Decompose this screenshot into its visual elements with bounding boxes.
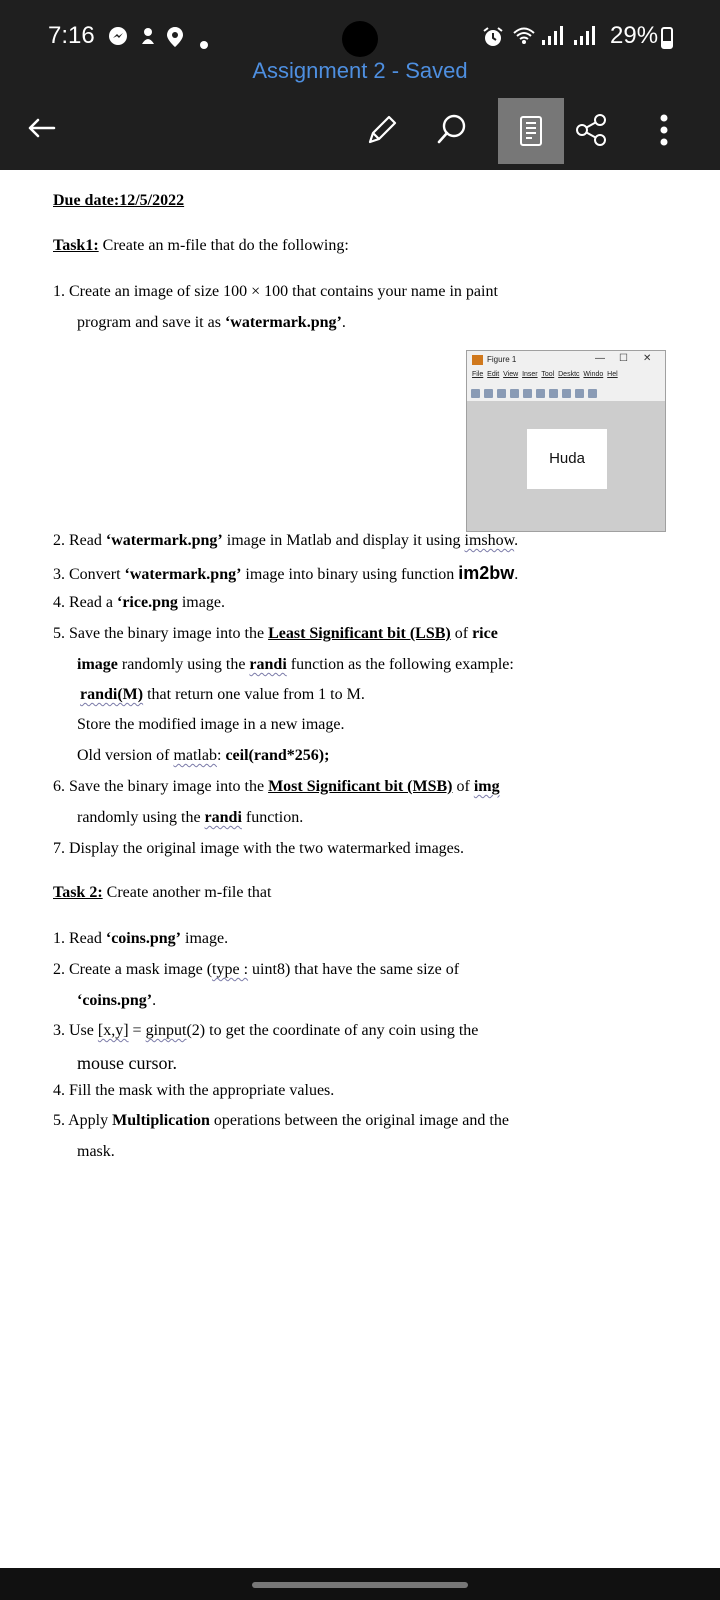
task1-item5-line2: [77, 656, 514, 674]
task2-item5-line1: [53, 1112, 509, 1130]
document-title: [0, 58, 720, 84]
text-run: that return one value from 1 to M.: [143, 686, 365, 703]
text-run: .: [514, 532, 519, 549]
text-run: uint8) that have the same size of: [248, 961, 460, 978]
menu-tools: Tool: [541, 371, 555, 378]
task1-header: [53, 237, 349, 255]
filename-rice: ‘rice.png: [116, 594, 178, 611]
text-run: randomly using the: [117, 656, 250, 673]
home-gesture-handle[interactable]: [252, 1582, 468, 1588]
filename-watermark: ‘watermark.png’: [124, 566, 242, 583]
front-camera: [342, 21, 378, 57]
text-run: 5. Apply: [53, 1112, 113, 1129]
matlab-term: matlab: [173, 747, 217, 764]
minimize-icon: —: [595, 353, 605, 364]
location-icon: [166, 26, 184, 51]
text-run: .: [514, 566, 519, 583]
more-vertical-icon[interactable]: [656, 112, 692, 148]
function-im2bw: im2bw: [458, 563, 515, 583]
text-run: (2) to get the coordinate of any coin using the: [186, 1022, 479, 1039]
new-icon: [471, 389, 480, 398]
dot-icon: [200, 32, 208, 52]
task2-heading: Task 2:: [53, 884, 103, 901]
task1-item1-line2: [77, 314, 346, 332]
text-run: image.: [177, 594, 225, 611]
save-icon: [497, 389, 506, 398]
status-time: 7:16: [48, 22, 95, 49]
matlab-icon: [472, 355, 483, 365]
text-run: randomly using the: [77, 809, 205, 826]
battery-percent: 29%: [610, 22, 659, 49]
task2-item5-line2: mask.: [77, 1143, 115, 1160]
text-run: Old version of: [77, 747, 174, 764]
filename-coins: ‘coins.png’: [77, 992, 153, 1009]
menu-window: Windo: [583, 371, 604, 378]
battery-icon: [661, 27, 673, 49]
maximize-icon: ☐: [619, 353, 628, 364]
signal-icon: [572, 26, 596, 49]
task2-item2-line1: [53, 961, 459, 979]
pointer-icon: [523, 389, 532, 398]
text-run: operations between the original image and the: [209, 1112, 509, 1129]
text-run: :: [216, 747, 226, 764]
task1-item3: [53, 563, 518, 584]
task1-item4: [53, 594, 225, 612]
task2-item2-line2: [77, 992, 156, 1010]
zoom-out-icon: [549, 389, 558, 398]
menu-desktop: Desktc: [558, 371, 580, 378]
notification-icon: [138, 26, 158, 49]
text-run: 6. Save the binary image into the: [53, 778, 269, 795]
wifi-icon: [512, 26, 536, 49]
print-icon: [510, 389, 519, 398]
text-run: =: [128, 1022, 146, 1039]
pencil-icon[interactable]: [364, 112, 400, 148]
task2-intro: Create another m-file that: [102, 884, 272, 901]
share-icon[interactable]: [574, 112, 610, 148]
task2-item3-line2: mouse cursor.: [77, 1053, 177, 1073]
text-run: 5. Save the binary image into the: [53, 625, 269, 642]
due-date: Due date:12/5/2022: [53, 192, 185, 209]
function-randi: randi: [204, 809, 242, 826]
text-run: 2. Create a mask image (: [53, 961, 213, 978]
figure-plot-area: [467, 401, 665, 531]
type-term: type :: [212, 961, 249, 978]
task2-item1: [53, 930, 228, 948]
close-icon: ✕: [643, 353, 652, 364]
text-run: 1. Read: [53, 930, 106, 947]
text-run: of: [452, 778, 474, 795]
text-run: .: [152, 992, 157, 1009]
pan-icon: [562, 389, 571, 398]
function-randi: randi: [249, 656, 287, 673]
open-icon: [484, 389, 493, 398]
text-run: 4. Read a: [53, 594, 117, 611]
rotate-icon: [575, 389, 584, 398]
signal-icon: [540, 26, 564, 49]
zoom-in-icon: [536, 389, 545, 398]
brush-icon: [588, 389, 597, 398]
task1-intro: Create an m-file that do the following:: [98, 237, 349, 254]
task1-item2: [53, 532, 518, 550]
ceil-rand-code: ceil(rand*256);: [225, 747, 330, 764]
menu-view: View: [503, 371, 519, 378]
menu-help: Hel: [607, 371, 618, 378]
text-run: image into binary using function: [241, 566, 459, 583]
matlab-figure-window: [466, 350, 666, 532]
task1-item5-line4: Store the modified image in a new image.: [77, 716, 345, 733]
menu-edit: Edit: [487, 371, 500, 378]
alarm-icon: [482, 26, 504, 51]
task1-item5-line1: [53, 625, 498, 643]
menu-file: File: [472, 371, 484, 378]
task1-item6-line1: [53, 778, 500, 796]
text-run: image in Matlab and display it using: [222, 532, 465, 549]
figure-title: Figure 1: [487, 355, 517, 364]
text-run: function as the following example:: [286, 656, 514, 673]
back-arrow-icon[interactable]: [22, 108, 62, 148]
task1-item5-line5: [77, 747, 329, 765]
task1-item5-line3: [80, 686, 365, 704]
figure-toolbar: [471, 385, 661, 397]
task2-header: [53, 884, 271, 902]
function-randi-m: randi(M): [80, 686, 144, 703]
task1-item6-line2: [77, 809, 303, 827]
document-name: Assignment 2: [252, 58, 386, 83]
messenger-icon: [108, 26, 128, 49]
image-term: image: [77, 656, 118, 673]
msb-term: Most Significant bit (MSB): [268, 778, 453, 795]
task1-heading: Task1:: [53, 237, 99, 254]
menu-insert: Inser: [522, 371, 538, 378]
save-state: - Saved: [391, 58, 468, 83]
reading-mode-button[interactable]: [498, 98, 564, 164]
watermark-image: Huda: [527, 429, 607, 489]
text-run: program and save it as: [77, 314, 225, 331]
text-run: 3. Use: [53, 1022, 98, 1039]
figure-menu-bar: [472, 371, 618, 378]
text-run: function.: [241, 809, 304, 826]
img-term: img: [473, 778, 500, 795]
task1-item1-line1: 1. Create an image of size 100 × 100 that contains your name in paint: [53, 283, 498, 300]
filename-coins: ‘coins.png’: [105, 930, 181, 947]
xy-term: [x,y]: [97, 1022, 129, 1039]
rice-term: rice: [472, 625, 498, 642]
function-ginput: ginput: [145, 1022, 187, 1039]
function-imshow: imshow: [464, 532, 515, 549]
text-run: 2. Read: [53, 532, 106, 549]
text-run: 3. Convert: [53, 566, 125, 583]
task1-item7: 7. Display the original image with the two watermarked images.: [53, 840, 464, 857]
search-icon[interactable]: [434, 112, 470, 148]
multiplication-term: Multiplication: [112, 1112, 210, 1129]
filename-watermark: ‘watermark.png’: [224, 314, 342, 331]
text-run: .: [341, 314, 346, 331]
text-run: image.: [181, 930, 229, 947]
reading-mode-icon: [513, 113, 549, 154]
lsb-term: Least Significant bit (LSB): [268, 625, 451, 642]
text-run: of: [450, 625, 473, 642]
top-app-bar: [0, 0, 720, 170]
task2-item4: 4. Fill the mask with the appropriate values.: [53, 1082, 335, 1099]
task2-item3-line1: [53, 1022, 478, 1040]
filename-watermark: ‘watermark.png’: [105, 532, 223, 549]
